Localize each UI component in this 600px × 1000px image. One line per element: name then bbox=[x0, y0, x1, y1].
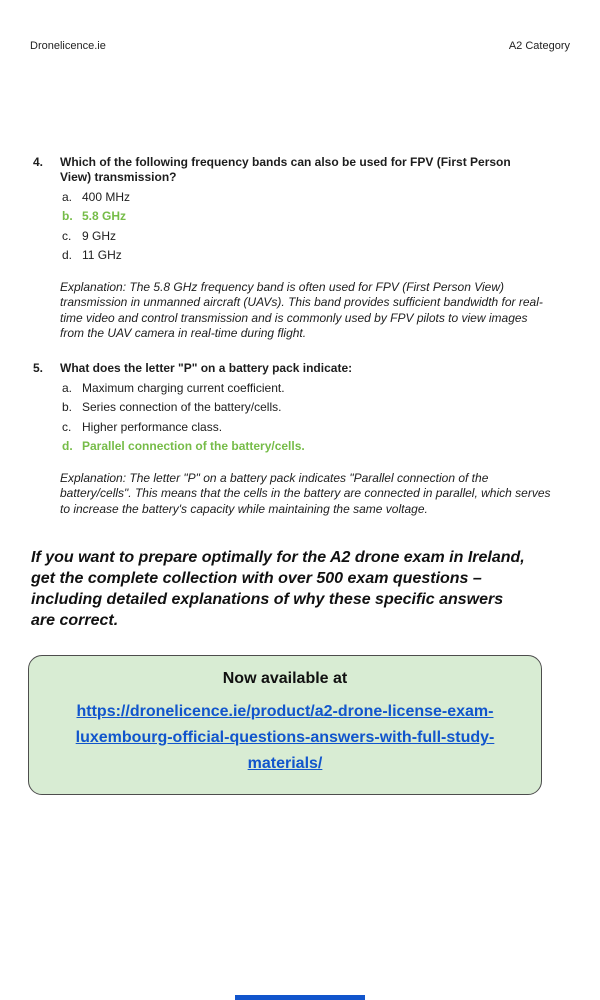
question-5-option-c bbox=[62, 420, 550, 435]
question-4-option-d bbox=[62, 248, 550, 263]
question-4-option-c bbox=[62, 229, 550, 244]
question-5-title bbox=[33, 361, 550, 376]
option-letter: a. bbox=[62, 189, 73, 204]
page-content bbox=[33, 155, 550, 795]
option-letter: c. bbox=[62, 419, 72, 434]
option-text: Maximum charging current coefficient. bbox=[82, 380, 285, 395]
option-letter: d. bbox=[62, 248, 73, 262]
question-5-options bbox=[62, 381, 550, 455]
header-site-name: Dronelicence.ie bbox=[30, 40, 106, 52]
question-5-option-a bbox=[62, 381, 550, 396]
cta-title: Now available at bbox=[222, 670, 348, 688]
option-letter: b. bbox=[62, 209, 73, 223]
question-4-option-b-correct bbox=[62, 209, 550, 224]
option-text: 9 GHz bbox=[82, 228, 117, 243]
option-text: 11 GHz bbox=[82, 248, 122, 262]
header-category-label: A2 Category bbox=[508, 40, 570, 52]
option-letter: a. bbox=[62, 380, 73, 395]
question-4 bbox=[33, 155, 550, 341]
option-text: 5.8 GHz bbox=[82, 209, 127, 223]
question-5-text: What does the letter "P" on a battery pack indicate: bbox=[60, 361, 353, 376]
question-4-number: 4. bbox=[33, 155, 44, 169]
option-letter: c. bbox=[62, 228, 72, 243]
question-4-text: Which of the following frequency bands can also be used for FPV (First Person View) transmission? bbox=[60, 155, 511, 184]
question-4-explanation: Explanation: The 5.8 GHz frequency band is often used for FPV (First Person View) transmission in unmanned aircraft (UAVs). This band provides sufficient bandwidth for real-time video and control transmission and is commonly used by FPV pilots to view images from the UAV camera in real-time during flight. bbox=[60, 280, 543, 340]
question-4-title bbox=[33, 155, 550, 185]
clipped-next-page-link[interactable] bbox=[235, 995, 365, 1000]
question-5-option-d-correct bbox=[62, 439, 550, 454]
question-4-option-a bbox=[62, 190, 550, 205]
cta-box bbox=[28, 655, 542, 795]
question-5-number: 5. bbox=[33, 361, 44, 376]
question-4-options bbox=[62, 190, 550, 264]
promo-paragraph: If you want to prepare optimally for the A2 drone exam in Ireland, get the complete collection with over 500 exam questions – including detailed explanations of why these specific answers are correct. bbox=[31, 549, 525, 630]
option-text: 400 MHz bbox=[82, 189, 131, 204]
question-5 bbox=[33, 361, 550, 517]
page-header bbox=[30, 40, 570, 53]
product-link[interactable]: https://dronelicence.ie/product/a2-drone-license-exam-luxembourg-official-questions-answers-with-full-study-materials/ bbox=[75, 703, 495, 773]
option-text: Parallel connection of the battery/cells. bbox=[82, 439, 305, 454]
question-5-explanation: Explanation: The letter "P" on a battery pack indicates "Parallel connection of the battery/cells". This means that the cells in the battery are connected in parallel, which serves to increase the battery's capacity while maintaining the same voltage. bbox=[60, 471, 551, 516]
option-letter: b. bbox=[62, 400, 73, 415]
question-5-option-b bbox=[62, 400, 550, 415]
option-letter: d. bbox=[62, 439, 73, 454]
option-text: Higher performance class. bbox=[82, 419, 223, 434]
option-text: Series connection of the battery/cells. bbox=[82, 400, 282, 415]
